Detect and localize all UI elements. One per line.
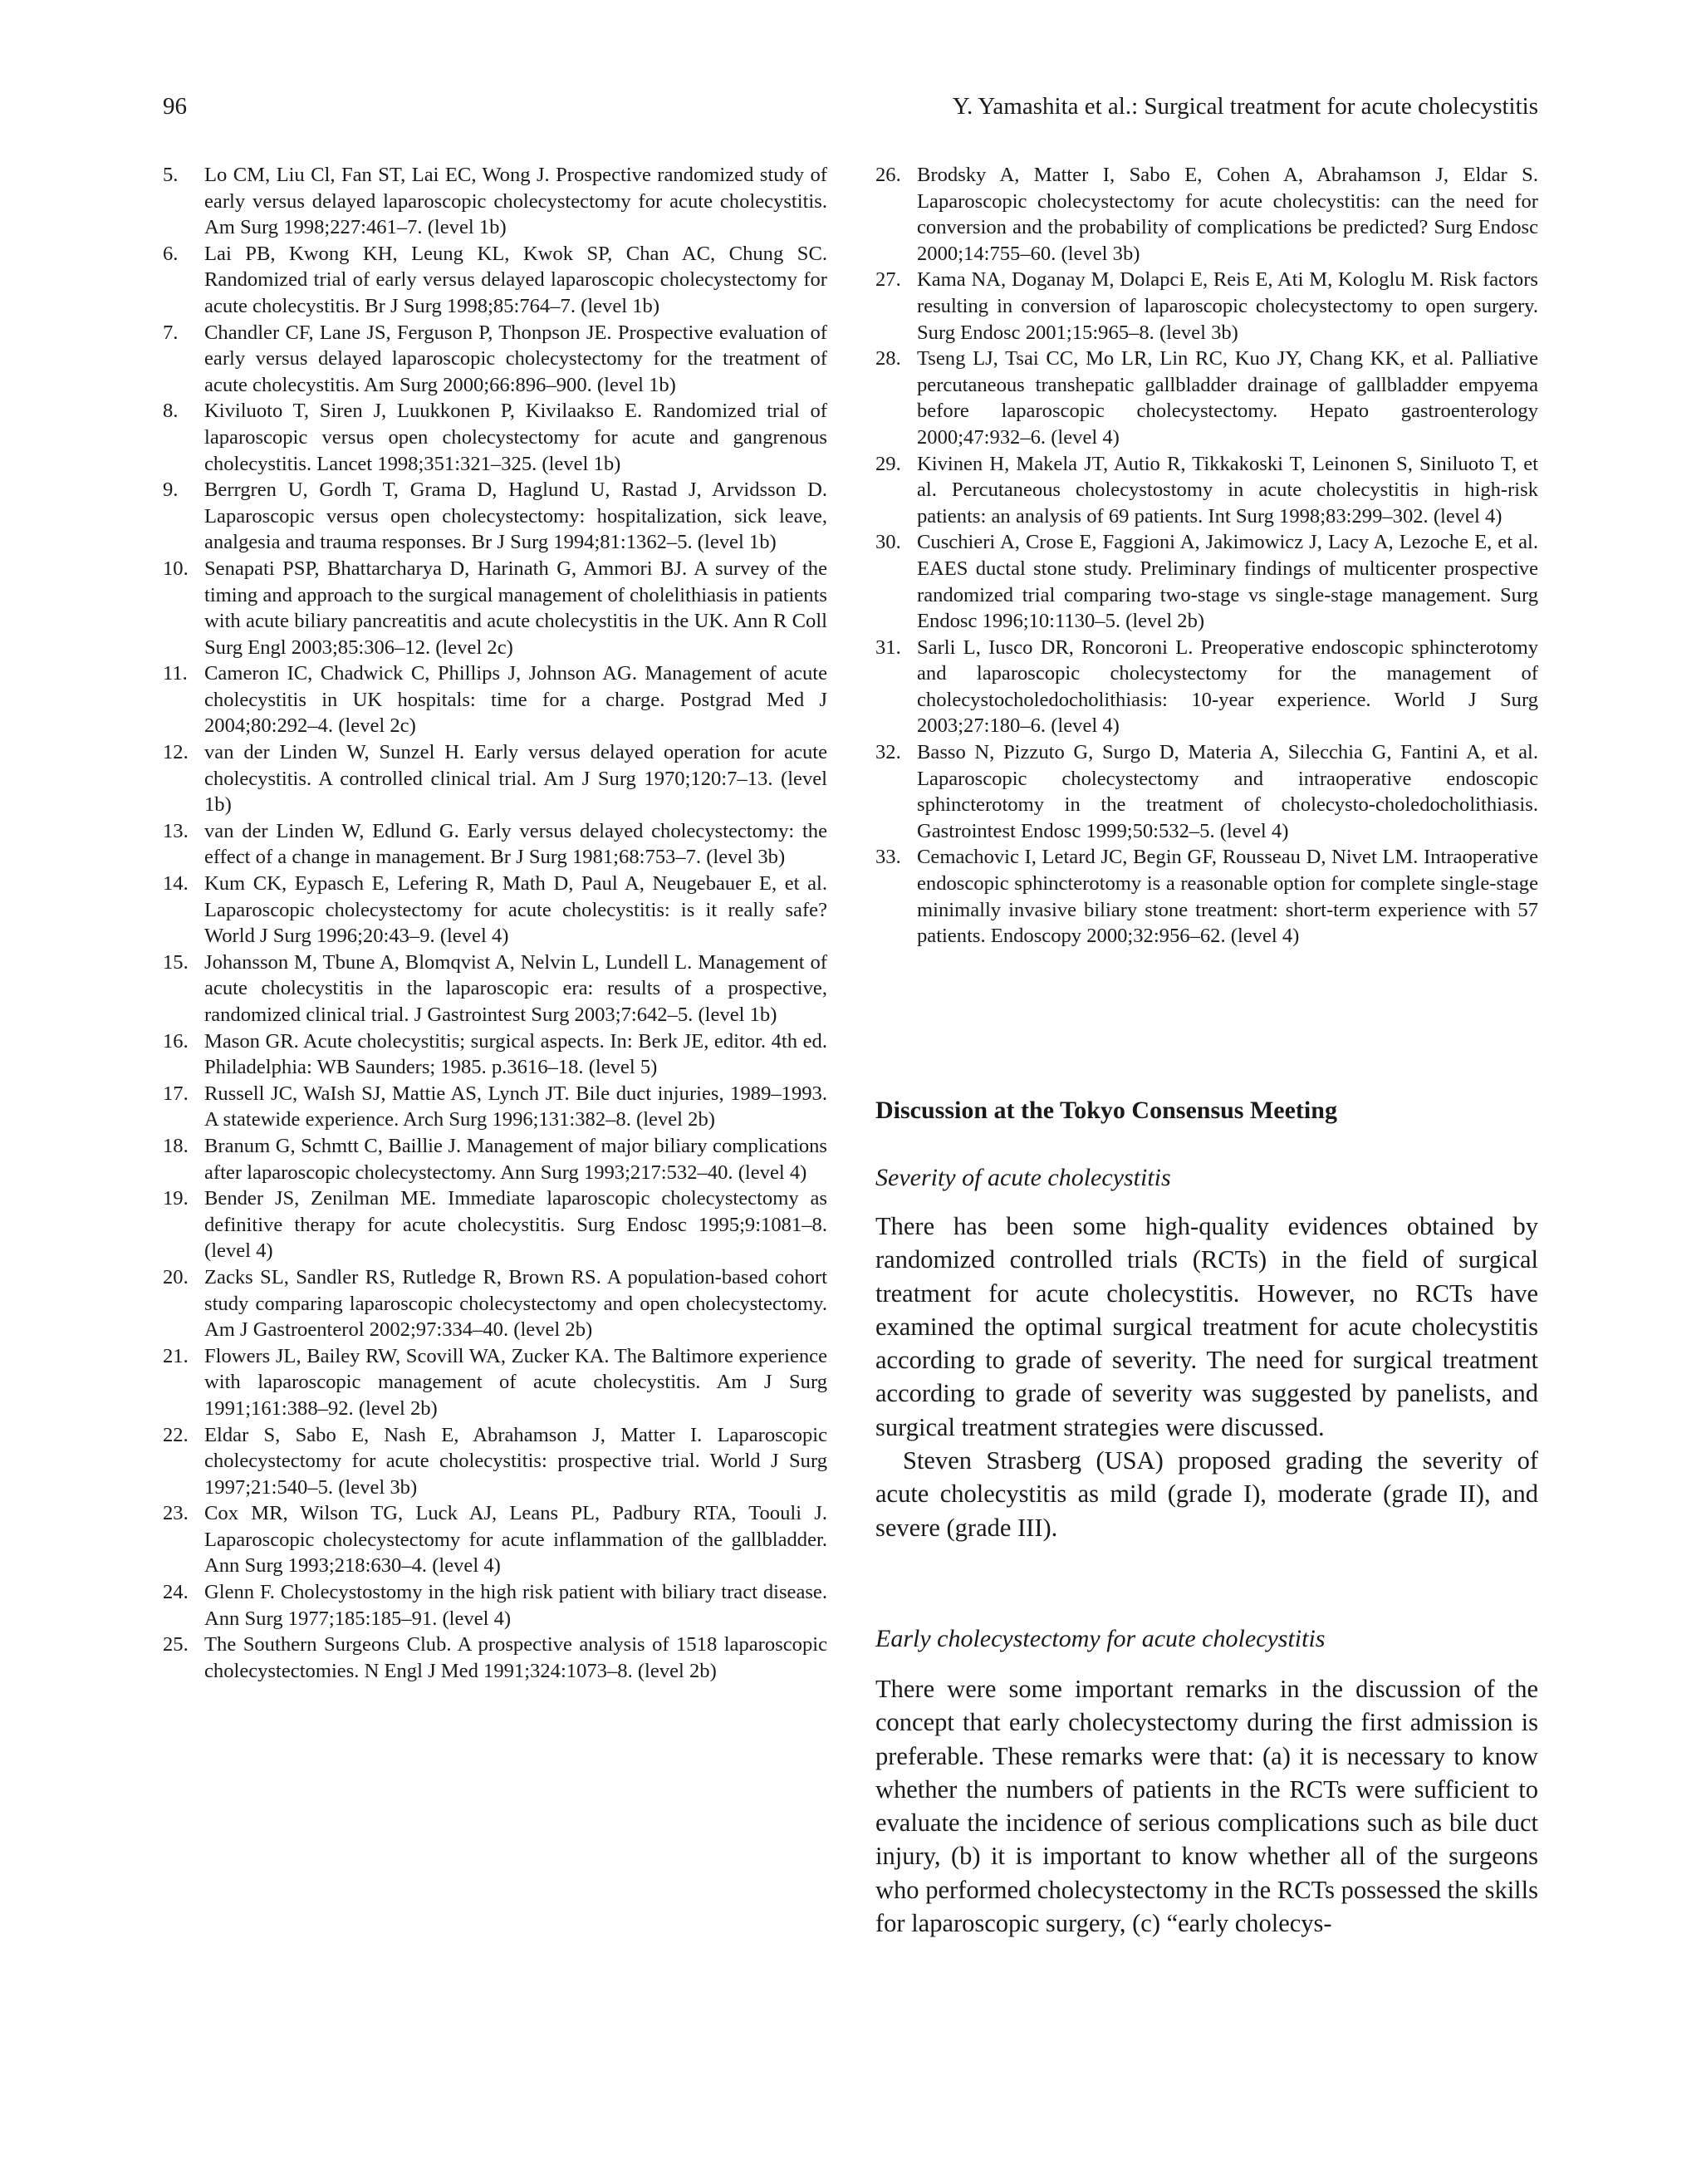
reference-text: Cuschieri A, Crose E, Faggioni A, Jakimowicz J, Lacy A, Lezoche E, et al. EAES ductal stone study. Preliminary findings of multicenter prospective randomized trial comparing two-stage vs single-stage management. Surg Endosc 1996;10:1130–5. (level 2b) (917, 531, 1538, 633)
section-heading: Discussion at the Tokyo Consensus Meeting (875, 1097, 1337, 1124)
reference-item (163, 162, 827, 241)
left-column (163, 162, 827, 1684)
reference-number: 31. (875, 636, 901, 659)
reference-item (875, 267, 1538, 346)
reference-number: 22. (163, 1423, 189, 1446)
reference-item (163, 1081, 827, 1133)
reference-number: 26. (875, 164, 901, 186)
severity-body (875, 1210, 1538, 1544)
reference-number: 29. (875, 452, 901, 475)
reference-text: Brodsky A, Matter I, Sabo E, Cohen A, Abrahamson J, Eldar S. Laparoscopic cholecystectomy for acute cholecystitis: can the need for conversion and the probability of complications be predicted? Surg Endosc 2000;14:755–60. (level 3b) (917, 164, 1538, 265)
reference-number: 18. (163, 1134, 189, 1157)
reference-number: 32. (875, 741, 901, 764)
reference-number: 11. (163, 662, 188, 685)
reference-number: 28. (875, 347, 901, 371)
reference-number: 25. (163, 1633, 189, 1656)
running-head: Y. Yamashita et al.: Surgical treatment for acute cholecystitis (952, 93, 1538, 120)
reference-number: 7. (163, 321, 179, 344)
reference-item (163, 1185, 827, 1264)
reference-item (163, 660, 827, 739)
reference-text: Eldar S, Sabo E, Nash E, Abrahamson J, Matter I. Laparoscopic cholecystectomy for acute cholecystitis: prospective trial. World J Surg 1997;21:540–5. (level 3b) (204, 1423, 827, 1499)
reference-number: 20. (163, 1265, 189, 1288)
reference-number: 10. (163, 557, 189, 580)
reference-item (163, 739, 827, 818)
reference-item (163, 1343, 827, 1422)
paragraph: There were some important remarks in the discussion of the concept that early cholecystectomy during the first admission is preferable. These remarks were that: (a) it is necessary to know whether the numbers of patients in the RCTs were sufficient to evaluate the incidence of serious complications such as bile duct injury, (b) it is important to know whether all of the surgeons who performed cholecystectomy in the RCTs possessed the skills for laparoscopic surgery, (c) “early cholecys- (875, 1675, 1538, 1938)
reference-text: Berrgren U, Gordh T, Grama D, Haglund U, Rastad J, Arvidsson D. Laparoscopic versus open cholecystectomy: hospitalization, sick leave, analgesia and trauma responses. Br J Surg 1994;81:1362–5. (level 1b) (204, 479, 827, 554)
reference-item (163, 556, 827, 660)
page-number: 96 (163, 93, 187, 120)
reference-item (163, 1500, 827, 1579)
reference-number: 19. (163, 1187, 189, 1210)
reference-text: Lo CM, Liu Cl, Fan ST, Lai EC, Wong J. Prospective randomized study of early versus delayed laparoscopic cholecystectomy for acute cholecystitis. Am Surg 1998;227:461–7. (level 1b) (204, 164, 827, 239)
reference-text: Russell JC, WaIsh SJ, Mattie AS, Lynch JT. Bile duct injuries, 1989–1993. A statewide experience. Arch Surg 1996;131:382–8. (level 2b) (204, 1082, 827, 1131)
reference-item (163, 1133, 827, 1185)
reference-text: Senapati PSP, Bhattarcharya D, Harinath G, Ammori BJ. A survey of the timing and approach to the surgical management of cholelithiasis in patients with acute biliary pancreatitis and acute cholecystitis in the UK. Ann R Coll Surg Engl 2003;85:306–12. (level 2c) (204, 557, 827, 659)
reference-text: Kiviluoto T, Siren J, Luukkonen P, Kivilaakso E. Randomized trial of laparoscopic versus open cholecystectomy for acute and gangrenous cholecystitis. Lancet 1998;351:321–325. (level 1b) (204, 400, 827, 475)
reference-number: 8. (163, 400, 179, 423)
reference-item (163, 320, 827, 399)
right-column-references (875, 162, 1538, 950)
reference-item (163, 1028, 827, 1081)
subsection-heading-early: Early cholecystectomy for acute cholecystitis (875, 1625, 1326, 1652)
reference-item (163, 1264, 827, 1343)
reference-text: Cox MR, Wilson TG, Luck AJ, Leans PL, Padbury RTA, Toouli J. Laparoscopic cholecystectomy for acute inflammation of the gallbladder. Ann Surg 1993;218:630–4. (level 4) (204, 1502, 827, 1578)
early-body (875, 1672, 1538, 1940)
reference-text: Lai PB, Kwong KH, Leung KL, Kwok SP, Chan AC, Chung SC. Randomized trial of early versus delayed laparoscopic cholecystectomy for acute cholecystitis. Br J Surg 1998;85:764–7. (level 1b) (204, 242, 827, 317)
reference-number: 9. (163, 479, 179, 502)
reference-number: 12. (163, 741, 189, 764)
reference-text: van der Linden W, Edlund G. Early versus delayed cholecystectomy: the effect of a change in management. Br J Surg 1981;68:753–7. (level 3b) (204, 819, 827, 869)
reference-item (163, 818, 827, 871)
reference-text: Kum CK, Eypasch E, Lefering R, Math D, Paul A, Neugebauer E, et al. Laparoscopic cholecystectomy for acute cholecystitis: is it really safe? World J Surg 1996;20:43–9. (level 4) (204, 872, 827, 948)
reference-item (163, 477, 827, 556)
reference-item (875, 529, 1538, 634)
reference-text: The Southern Surgeons Club. A prospective analysis of 1518 laparoscopic cholecystectomies. N Engl J Med 1991;324:1073–8. (level 2b) (204, 1633, 827, 1682)
reference-item (163, 1632, 827, 1684)
reference-item (875, 844, 1538, 949)
reference-number: 21. (163, 1344, 189, 1367)
reference-item (163, 1422, 827, 1501)
reference-list-left (163, 162, 827, 1684)
paragraph: Steven Strasberg (USA) proposed grading the severity of acute cholecystitis as mild (grade I), moderate (grade II), and severe (grade III). (875, 1446, 1538, 1542)
reference-number: 16. (163, 1029, 189, 1053)
reference-item (163, 398, 827, 477)
reference-number: 13. (163, 819, 189, 842)
reference-number: 24. (163, 1581, 189, 1604)
reference-item (163, 950, 827, 1028)
reference-item (163, 1579, 827, 1632)
reference-item (875, 162, 1538, 267)
reference-list-right (875, 162, 1538, 950)
reference-text: van der Linden W, Sunzel H. Early versus delayed operation for acute cholecystitis. A controlled clinical trial. Am J Surg 1970;120:7–13. (level 1b) (204, 741, 827, 817)
reference-number: 15. (163, 950, 189, 974)
reference-text: Sarli L, Iusco DR, Roncoroni L. Preoperative endoscopic sphincterotomy and laparoscopic cholecystectomy for the management of cholecystocholedocholithiasis: 10-year experience. World J Surg 2003;27:180–6. (level 4) (917, 636, 1538, 738)
reference-text: Kama NA, Doganay M, Dolapci E, Reis E, Ati M, Kologlu M. Risk factors resulting in conversion of laparoscopic cholecystectomy to open surgery. Surg Endosc 2001;15:965–8. (level 3b) (917, 268, 1538, 344)
reference-number: 17. (163, 1082, 189, 1105)
reference-number: 5. (163, 164, 179, 186)
reference-number: 23. (163, 1502, 189, 1525)
reference-text: Cemachovic I, Letard JC, Begin GF, Rousseau D, Nivet LM. Intraoperative endoscopic sphincterotomy is a reasonable option for complete single-stage minimally invasive biliary stone treatment: short-term experience with 57 patients. Endoscopy 2000;32:956–62. (level 4) (917, 846, 1538, 948)
reference-text: Cameron IC, Chadwick C, Phillips J, Johnson AG. Management of acute cholecystitis in UK hospitals: time for a charge. Postgrad Med J 2004;80:292–4. (level 2c) (204, 662, 827, 738)
page-header (163, 93, 1538, 130)
reference-text: Basso N, Pizzuto G, Surgo D, Materia A, Silecchia G, Fantini A, et al. Laparoscopic cholecystectomy and intraoperative endoscopic sphincterotomy in the treatment of cholecysto-choledocholithiasis. Gastrointest Endosc 1999;50:532–5. (level 4) (917, 741, 1538, 842)
reference-item (875, 739, 1538, 844)
reference-text: Zacks SL, Sandler RS, Rutledge R, Brown RS. A population-based cohort study comparing laparoscopic cholecystectomy and open cholecystectomy. Am J Gastroenterol 2002;97:334–40. (level 2b) (204, 1265, 827, 1342)
reference-text: Chandler CF, Lane JS, Ferguson P, Thonpson JE. Prospective evaluation of early versus delayed laparoscopic cholecystectomy for the treatment of acute cholecystitis. Am Surg 2000;66:896–900. (level 1b) (204, 321, 827, 396)
reference-item (163, 871, 827, 950)
reference-number: 33. (875, 846, 901, 869)
reference-item (875, 346, 1538, 450)
reference-item (875, 451, 1538, 530)
reference-number: 27. (875, 268, 901, 292)
reference-item (163, 241, 827, 320)
reference-text: Flowers JL, Bailey RW, Scovill WA, Zucker KA. The Baltimore experience with laparoscopic management of acute cholecystitis. Am J Surg 1991;161:388–92. (level 2b) (204, 1344, 827, 1420)
reference-number: 6. (163, 242, 179, 265)
reference-text: Mason GR. Acute cholecystitis; surgical aspects. In: Berk JE, editor. 4th ed. Philadelphia: WB Saunders; 1985. p.3616–18. (level 5) (204, 1029, 827, 1079)
reference-text: Branum G, Schmtt C, Baillie J. Management of major biliary complications after laparoscopic cholecystectomy. Ann Surg 1993;217:532–40. (level 4) (204, 1134, 827, 1184)
reference-text: Tseng LJ, Tsai CC, Mo LR, Lin RC, Kuo JY, Chang KK, et al. Palliative percutaneous transhepatic gallbladder drainage of gallbladder empyema before laparoscopic cholecystectomy. Hepato gastroenterology 2000;47:932–6. (level 4) (917, 347, 1538, 449)
reference-text: Kivinen H, Makela JT, Autio R, Tikkakoski T, Leinonen S, Siniluoto T, et al. Percutaneous cholecystostomy in acute cholecystitis in high-risk patients: an analysis of 69 patients. Int Surg 1998;83:299–302. (level 4) (917, 452, 1538, 528)
reference-item (875, 635, 1538, 739)
reference-text: Johansson M, Tbune A, Blomqvist A, Nelvin L, Lundell L. Management of acute cholecystitis in the laparoscopic era: results of a prospective, randomized clinical trial. J Gastrointest Surg 2003;7:642–5. (level 1b) (204, 950, 827, 1026)
reference-text: Glenn F. Cholecystostomy in the high risk patient with biliary tract disease. Ann Surg 1977;185:185–91. (level 4) (204, 1581, 827, 1630)
paragraph: There has been some high-quality evidences obtained by randomized controlled trials (RCTs) in the field of surgical treatment for acute cholecystitis. However, no RCTs have examined the optimal surgical treatment for acute cholecystitis according to grade of severity. The need for surgical treatment according to grade of severity was suggested by panelists, and surgical treatment strategies were discussed. (875, 1212, 1538, 1441)
reference-text: Bender JS, Zenilman ME. Immediate laparoscopic cholecystectomy as definitive therapy for acute cholecystitis. Surg Endosc 1995;9:1081–8. (level 4) (204, 1187, 827, 1263)
subsection-heading-severity: Severity of acute cholecystitis (875, 1164, 1171, 1191)
reference-number: 30. (875, 531, 901, 554)
reference-number: 14. (163, 872, 189, 896)
